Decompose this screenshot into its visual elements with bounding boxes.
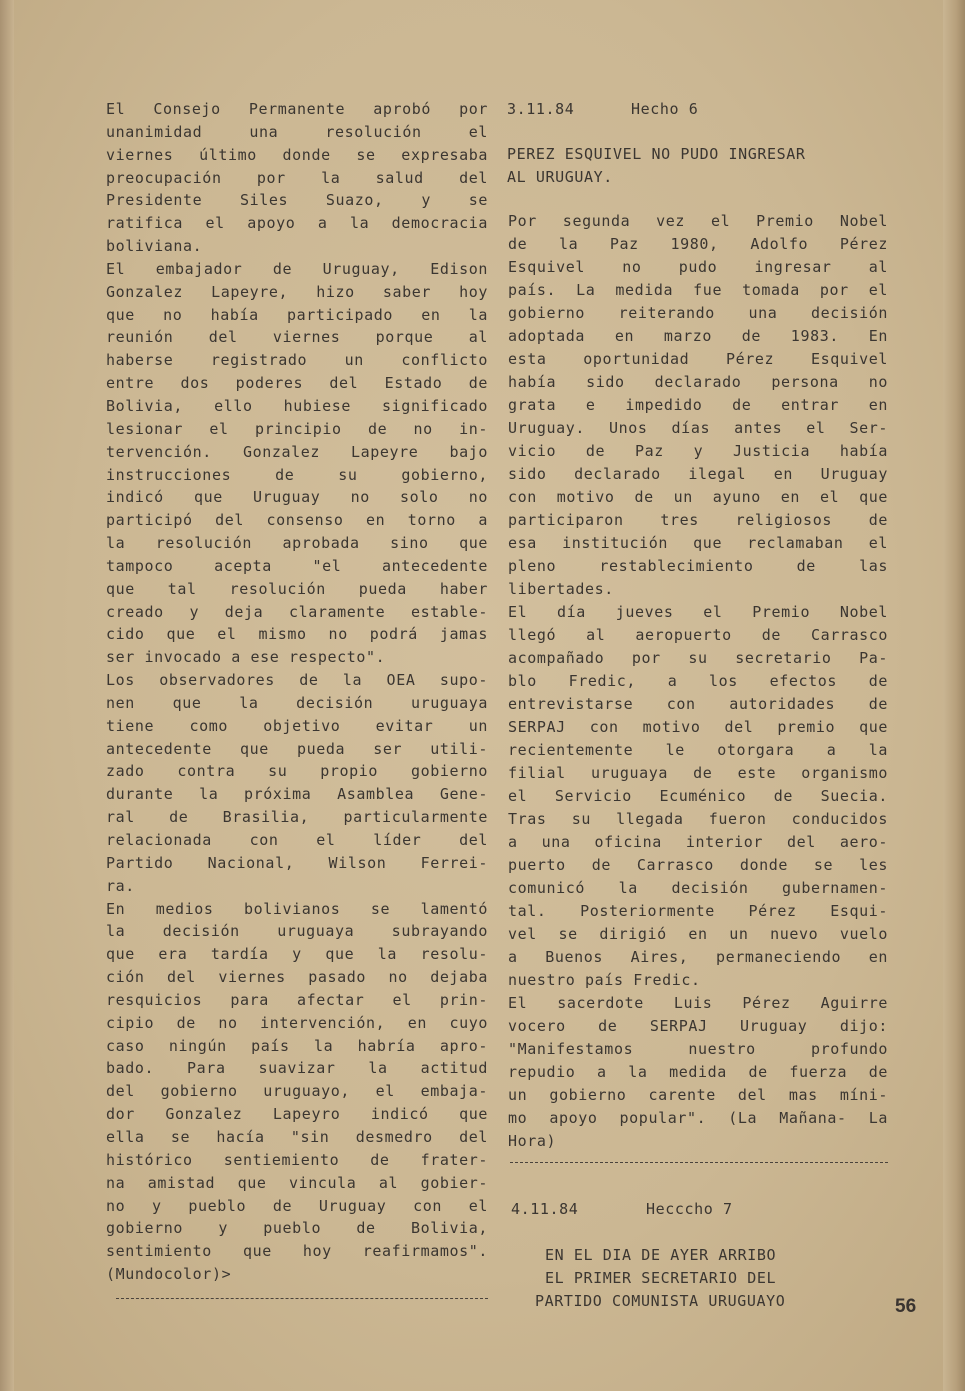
text-line: Hora) xyxy=(508,1132,557,1150)
text-line: llegó al aeropuerto de Carrasco xyxy=(508,626,888,644)
text-line: tiene como objetivo evitar un xyxy=(106,716,488,735)
text-line: viernes último donde se expresaba xyxy=(106,145,488,164)
text-line: adoptada en marzo de 1983. En xyxy=(508,327,888,345)
text-line: a una oficina interior del aero- xyxy=(508,833,888,851)
entry-6-label: Hecho 6 xyxy=(631,100,699,118)
text-line: unanimidad una resolución el xyxy=(106,122,488,141)
text-line: ser invocado a ese respecto". xyxy=(106,648,386,667)
text-line: reunión del viernes porque al xyxy=(106,328,488,347)
text-line: nuestro país Fredic. xyxy=(508,971,701,989)
text-line: de la Paz 1980, Adolfo Pérez xyxy=(508,235,888,253)
text-line: Esquivel no pudo ingresar al xyxy=(508,258,888,276)
page-number: 56 xyxy=(895,1296,917,1317)
entry-7-headline-line: EN EL DIA DE AYER ARRIBO xyxy=(545,1246,777,1264)
text-line: ral de Brasilia, particularmente xyxy=(106,808,488,827)
text-line: Tras su llegada fueron conducidos xyxy=(508,810,888,828)
text-line: filial uruguaya de este organismo xyxy=(508,764,888,782)
text-line: cido que el mismo no podrá jamas xyxy=(106,625,488,644)
text-line: indicó que Uruguay no solo no xyxy=(106,488,488,507)
text-line: grata e impedido de entrar en xyxy=(508,396,888,414)
text-line: país. La medida fue tomada por el xyxy=(508,281,888,299)
text-line: vocero de SERPAJ Uruguay dijo: xyxy=(508,1017,888,1035)
text-line: un gobierno carente del mas míni- xyxy=(508,1086,888,1104)
text-line: "Manifestamos nuestro profundo xyxy=(508,1040,888,1058)
page-edge-right xyxy=(943,0,965,1391)
text-line: ra. xyxy=(106,876,135,895)
text-line: sido declarado ilegal en Uruguay xyxy=(508,465,888,483)
text-line: comunicó la decisión gubernamen- xyxy=(508,879,888,897)
text-line: El sacerdote Luis Pérez Aguirre xyxy=(508,994,888,1012)
entry-6-date: 3.11.84 xyxy=(507,100,575,118)
text-line: sentimiento que hoy reafirmamos". xyxy=(106,1242,488,1261)
entry-6-body xyxy=(508,210,888,1153)
text-line: Presidente Siles Suazo, y se xyxy=(106,191,488,210)
text-line: entre dos poderes del Estado de xyxy=(106,374,488,393)
text-line: esa institución que reclamaban el xyxy=(508,534,888,552)
text-line: lesionar el principio de no in- xyxy=(106,419,488,438)
text-line: haberse registrado un conflicto xyxy=(106,351,488,370)
entry-7-label: Hecccho 7 xyxy=(646,1200,733,1218)
text-line: gobierno y pueblo de Bolivia, xyxy=(106,1219,488,1238)
text-line: la resolución aprobada sino que xyxy=(106,534,488,553)
entry-7-headline-line: EL PRIMER SECRETARIO DEL xyxy=(545,1269,777,1287)
text-line: zado contra su propio gobierno xyxy=(106,762,488,781)
page-edge-left xyxy=(0,0,14,1391)
text-line: a Buenos Aires, permaneciendo en xyxy=(508,948,888,966)
entry-7-headline-line: PARTIDO COMUNISTA URUGUAYO xyxy=(535,1292,786,1310)
entry-7-date: 4.11.84 xyxy=(511,1200,579,1218)
text-line: (Mundocolor)> xyxy=(106,1265,232,1284)
text-line: bado. Para suavizar la actitud xyxy=(106,1059,488,1078)
text-line: creado y deja claramente estable- xyxy=(106,602,488,621)
text-line: blo Fredic, a los efectos de xyxy=(508,672,888,690)
text-line: ella se hacía "sin desmedro del xyxy=(106,1127,488,1146)
text-line: había sido declarado persona no xyxy=(508,373,888,391)
text-line: Por segunda vez el Premio Nobel xyxy=(508,212,888,230)
text-line: que tal resolución pueda haber xyxy=(106,579,488,598)
text-line: instrucciones de su gobierno, xyxy=(106,465,488,484)
text-line: participó del consenso en torno a xyxy=(106,511,488,530)
section-divider xyxy=(116,1298,488,1299)
text-line: el Servicio Ecuménico de Suecia. xyxy=(508,787,888,805)
text-line: El embajador de Uruguay, Edison xyxy=(106,259,488,278)
text-line: durante la próxima Asamblea Gene- xyxy=(106,785,488,804)
text-line: libertades. xyxy=(508,580,614,598)
text-line: Gonzalez Lapeyre, hizo saber hoy xyxy=(106,282,488,301)
text-line: no y pueblo de Uruguay con el xyxy=(106,1196,488,1215)
text-line: boliviana. xyxy=(106,237,203,256)
text-line: repudio a la medida de fuerza de xyxy=(508,1063,888,1081)
text-line: vel se dirigió en un nuevo vuelo xyxy=(508,925,888,943)
text-line: la decisión uruguaya subrayando xyxy=(106,922,488,941)
text-line: Los observadores de la OEA supo- xyxy=(106,671,488,690)
text-line: El día jueves el Premio Nobel xyxy=(508,603,888,621)
text-line: El Consejo Permanente aprobó por xyxy=(106,100,488,118)
text-line: Uruguay. Unos días antes el Ser- xyxy=(508,419,888,437)
text-line: puerto de Carrasco donde se les xyxy=(508,856,888,874)
text-line: na amistad que vincula al gobier- xyxy=(106,1173,488,1192)
text-line: tervención. Gonzalez Lapeyre bajo xyxy=(106,442,488,461)
text-line: histórico sentiemiento de frater- xyxy=(106,1150,488,1169)
text-line: dor Gonzalez Lapeyro indicó que xyxy=(106,1105,488,1124)
text-line: gobierno reiterando una decisión xyxy=(508,304,888,322)
text-line: antecedente que pueda ser utili- xyxy=(106,739,488,758)
text-line: mo apoyo popular". (La Mañana- La xyxy=(508,1109,888,1127)
text-line: vicio de Paz y Justicia había xyxy=(508,442,888,460)
text-line: entrevistarse con autoridades de xyxy=(508,695,888,713)
text-line: tal. Posteriormente Pérez Esqui- xyxy=(508,902,888,920)
text-line: preocupación por la salud del xyxy=(106,168,488,187)
text-line: pleno restablecimiento de las xyxy=(508,557,888,575)
text-line: Bolivia, ello hubiese significado xyxy=(106,396,488,415)
text-line: En medios bolivianos se lamentó xyxy=(106,899,488,918)
text-line: relacionada con el líder del xyxy=(106,831,488,849)
text-line: SERPAJ con motivo del premio que xyxy=(508,718,888,736)
text-line: ratifica el apoyo a la democracia xyxy=(106,214,488,233)
text-line: acompañado por su secretario Pa- xyxy=(508,649,888,667)
text-line: tampoco acepta "el antecedente xyxy=(106,556,488,575)
text-line: ción del viernes pasado no dejaba xyxy=(106,968,488,987)
text-line: que era tardía y que la resolu- xyxy=(106,945,488,964)
text-line: nen que la decisión uruguaya xyxy=(106,693,488,712)
text-line: esta oportunidad Pérez Esquivel xyxy=(508,350,888,368)
text-line: cipio de no intervención, en cuyo xyxy=(106,1013,488,1032)
text-line: recientemente le otorgara a la xyxy=(508,741,888,759)
entry-6-headline-line: PEREZ ESQUIVEL NO PUDO INGRESAR xyxy=(507,145,806,163)
text-line: participaron tres religiosos de xyxy=(508,511,888,529)
text-line: con motivo de un ayuno en el que xyxy=(508,488,888,506)
text-line: caso ningún país la habría apro- xyxy=(106,1036,488,1055)
entry-6-headline-line: AL URUGUAY. xyxy=(507,168,613,186)
text-line: resquicios para afectar el prin- xyxy=(106,990,488,1009)
text-line: del gobierno uruguayo, el embaja- xyxy=(106,1082,488,1101)
text-line: que no había participado en la xyxy=(106,305,488,324)
left-column-article xyxy=(106,98,488,1286)
text-line: Partido Nacional, Wilson Ferrei- xyxy=(106,853,488,872)
section-divider xyxy=(510,1162,888,1163)
